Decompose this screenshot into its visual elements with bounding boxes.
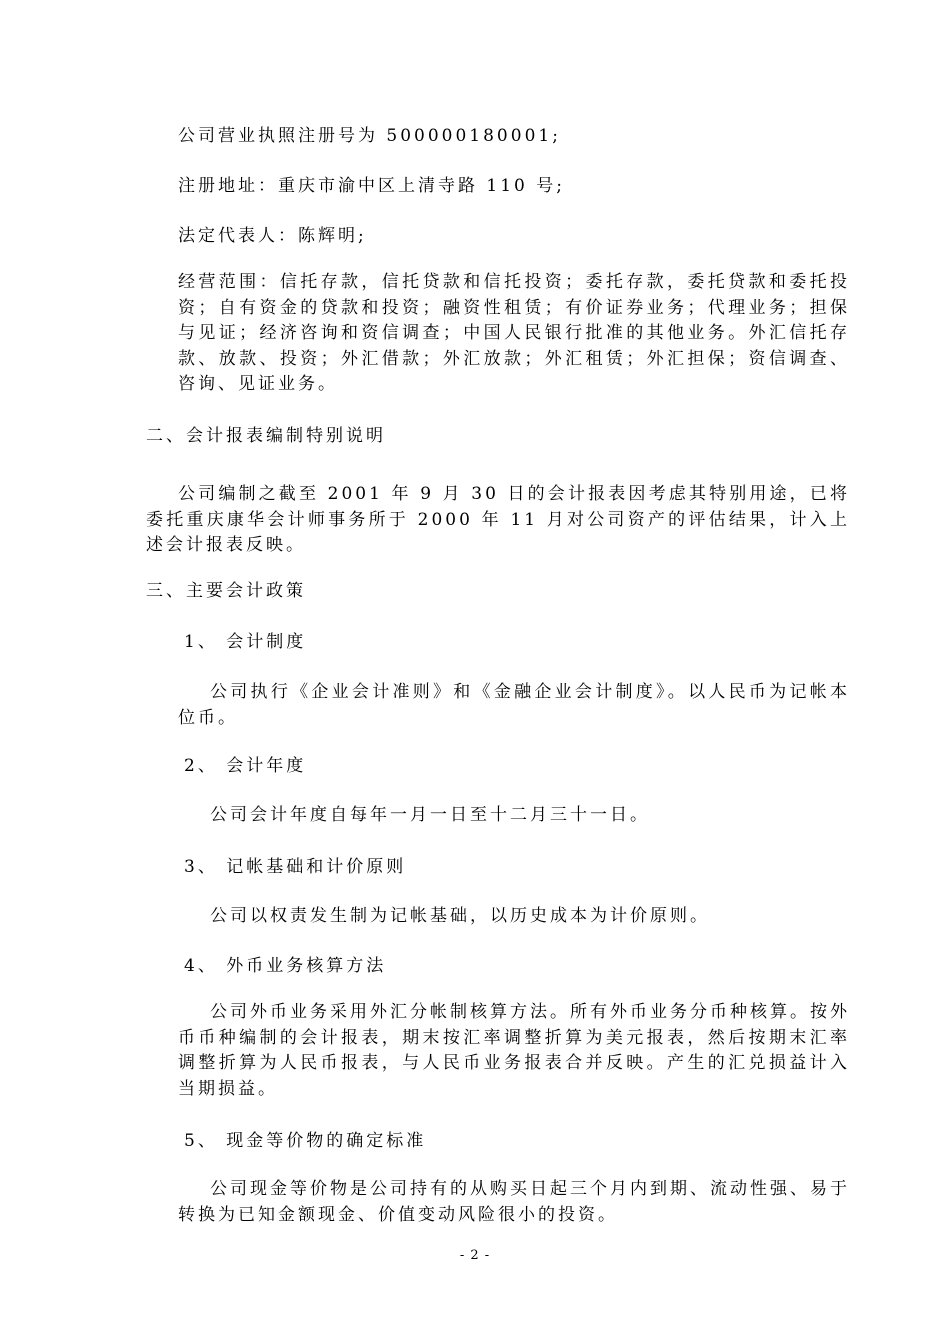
policy-4-body: 公司外币业务采用外汇分帐制核算方法。所有外币业务分币种核算。按外币币种编制的会计报表，期末按汇率调整折算为美元报表，然后按期末汇率调整折算为人民币报表，与人民币业务报表合并反映。产生的汇兑损益计入当期损益。 [178,1002,850,1099]
business-scope: 经营范围：信托存款，信托贷款和信托投资；委托存款，委托贷款和委托投资；自有资金的贷款和投资；融资性租赁；有价证券业务；代理业务；担保与见证；经济咨询和资信调查；中国人民银行批准的其他业务。外汇信托存款、放款、投资；外汇借款；外汇放款；外汇租赁；外汇担保；资信调查、咨询、见证业务。 [178,272,850,394]
policy-4-heading: 4、 外币业务核算方法 [184,956,387,976]
policy-5-heading: 5、 现金等价物的确定标准 [184,1131,427,1151]
registration-number: 公司营业执照注册号为 500000180001; [178,126,561,146]
policy-1-heading: 1、 会计制度 [184,632,307,652]
page-number: - 2 - [459,1248,491,1263]
policy-2-heading: 2、 会计年度 [184,756,307,776]
section-3-heading: 三、主要会计政策 [146,581,306,601]
registered-address: 注册地址：重庆市渝中区上清寺路 110 号; [178,176,565,196]
section-2-heading: 二、会计报表编制特别说明 [146,426,386,446]
policy-3-body: 公司以权责发生制为记帐基础，以历史成本为计价原则。 [210,906,710,926]
section-2-body: 公司编制之截至 2001 年 9 月 30 日的会计报表因考虑其特别用途，已将委托重庆康华会计师事务所于 2000 年 11 月对公司资产的评估结果，计入上述会计报表反映。 [146,484,850,555]
policy-3-heading: 3、 记帐基础和计价原则 [184,857,407,877]
policy-5-body: 公司现金等价物是公司持有的从购买日起三个月内到期、流动性强、易于转换为已知金额现金、价值变动风险很小的投资。 [178,1179,850,1225]
policy-1-body: 公司执行《企业会计准则》和《金融企业会计制度》。以人民币为记帐本位币。 [178,682,850,728]
policy-2-body: 公司会计年度自每年一月一日至十二月三十一日。 [210,805,650,825]
legal-representative: 法定代表人：陈辉明; [178,226,367,246]
